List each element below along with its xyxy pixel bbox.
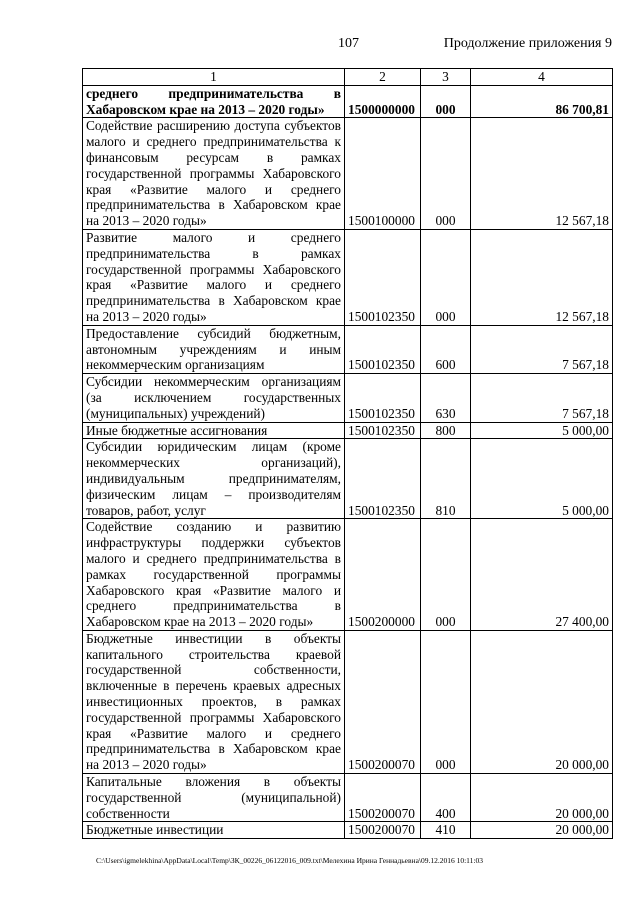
- table-row: [83, 822, 613, 839]
- column-header: 3: [421, 69, 471, 86]
- row-type: 600: [421, 325, 471, 373]
- table-row: [83, 374, 613, 422]
- row-code: 1500200000: [345, 519, 421, 631]
- row-name: Субсидии юридическим лицам (кроме некоммерческих организаций), индивидуальным предпринимателям, физическим лицам – производителям товаров, работ, услуг: [83, 439, 345, 519]
- table-row: [83, 325, 613, 373]
- file-path-footer: C:\Users\igmelekhina\AppData\Local\Temp\ЗК_00226_06122016_009.txt\Мелехина Ирина Геннадьевна\09.12.2016 10:11:03: [96, 856, 483, 865]
- row-name: Бюджетные инвестиции: [83, 822, 345, 839]
- row-amount: 7 567,18: [471, 374, 613, 422]
- column-header: 2: [345, 69, 421, 86]
- row-amount: 12 567,18: [471, 118, 613, 230]
- row-name: Иные бюджетные ассигнования: [83, 422, 345, 439]
- row-name: Предоставление субсидий бюджетным, автономным учреждениям и иным некоммерческим организациям: [83, 325, 345, 373]
- row-type: 400: [421, 774, 471, 822]
- row-code: 1500102350: [345, 325, 421, 373]
- table-row: [83, 519, 613, 631]
- row-type: 000: [421, 85, 471, 118]
- row-type: 000: [421, 630, 471, 773]
- page-number: 107: [338, 36, 359, 51]
- row-name: Субсидии некоммерческим организациям (за исключением государственных (муниципальных) учреждений): [83, 374, 345, 422]
- row-amount: 20 000,00: [471, 630, 613, 773]
- row-type: 630: [421, 374, 471, 422]
- continuation-label: Продолжение приложения 9: [443, 36, 612, 51]
- table-row: [83, 422, 613, 439]
- table-row: [83, 118, 613, 230]
- row-code: 1500000000: [345, 85, 421, 118]
- row-code: 1500200070: [345, 774, 421, 822]
- row-name: Содействие созданию и развитию инфраструктуры поддержки субъектов малого и среднего предпринимательства в рамках государственной программы Хабаровского края «Развитие малого и среднего предпринимательства в Хабаровском крае на 2013 – 2020 годы»: [83, 519, 345, 631]
- table-row: [83, 229, 613, 325]
- row-amount: 12 567,18: [471, 229, 613, 325]
- row-code: 1500102350: [345, 374, 421, 422]
- row-name: Развитие малого и среднего предпринимательства в рамках государственной программы Хабаровского края «Развитие малого и среднего предпринимательства в Хабаровском крае на 2013 – 2020 годы»: [83, 229, 345, 325]
- row-code: 1500102350: [345, 439, 421, 519]
- row-amount: 7 567,18: [471, 325, 613, 373]
- row-name: Капитальные вложения в объекты государственной (муниципальной) собственности: [83, 774, 345, 822]
- row-type: 800: [421, 422, 471, 439]
- row-amount: 86 700,81: [471, 85, 613, 118]
- table-row: [83, 774, 613, 822]
- row-type: 810: [421, 439, 471, 519]
- row-name: Бюджетные инвестиции в объекты капитального строительства краевой государственной собственности, включенные в перечень краевых адресных инвестиционных проектов, в рамках государственной программы Хабаровского края «Развитие малого и среднего предпринимательства в Хабаровском крае на 2013 – 2020 годы»: [83, 630, 345, 773]
- row-name: среднего предпринимательства в Хабаровском крае на 2013 – 2020 годы»: [83, 85, 345, 118]
- table-row: [83, 630, 613, 773]
- row-code: 1500200070: [345, 630, 421, 773]
- table-header-row: [83, 69, 613, 86]
- row-name: Содействие расширению доступа субъектов малого и среднего предпринимательства к финансовым ресурсам в рамках государственной программы Хабаровского края «Развитие малого и среднего предпринимательства в Хабаровском крае на 2013 – 2020 годы»: [83, 118, 345, 230]
- row-type: 000: [421, 229, 471, 325]
- row-code: 1500200070: [345, 822, 421, 839]
- row-amount: 20 000,00: [471, 774, 613, 822]
- column-header: 1: [83, 69, 345, 86]
- row-type: 000: [421, 118, 471, 230]
- row-type: 000: [421, 519, 471, 631]
- table-row: [83, 439, 613, 519]
- row-amount: 20 000,00: [471, 822, 613, 839]
- budget-table: [82, 68, 613, 839]
- row-code: 1500102350: [345, 229, 421, 325]
- row-code: 1500102350: [345, 422, 421, 439]
- column-header: 4: [471, 69, 613, 86]
- row-type: 410: [421, 822, 471, 839]
- row-amount: 5 000,00: [471, 439, 613, 519]
- row-amount: 27 400,00: [471, 519, 613, 631]
- row-amount: 5 000,00: [471, 422, 613, 439]
- table-row: [83, 85, 613, 118]
- row-code: 1500100000: [345, 118, 421, 230]
